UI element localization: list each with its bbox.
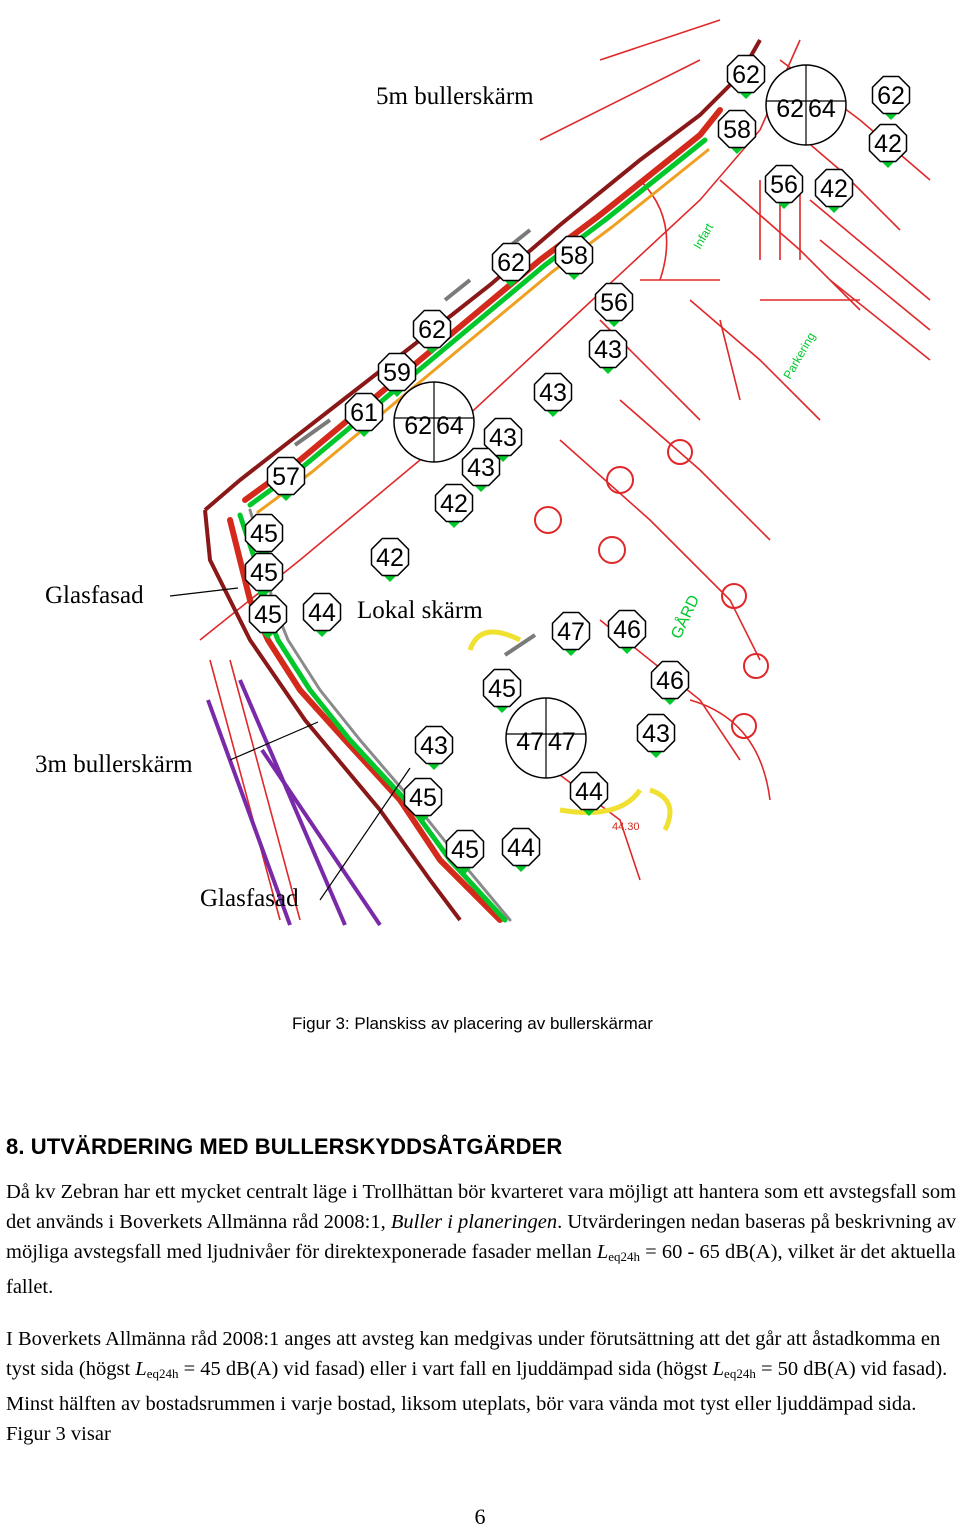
level-marker bbox=[728, 56, 765, 100]
marker-value: 42 bbox=[820, 175, 848, 203]
p2-symbol-l-1: L bbox=[135, 1358, 147, 1380]
marker-value: 43 bbox=[467, 454, 495, 482]
p2-subscript-1: eq24h bbox=[146, 1366, 179, 1381]
split-marker-right-value: 64 bbox=[808, 95, 836, 123]
level-marker bbox=[590, 331, 627, 375]
level-marker bbox=[556, 237, 593, 281]
p1-subscript: eq24h bbox=[608, 1249, 641, 1264]
level-marker bbox=[447, 831, 484, 875]
split-marker-right-value: 64 bbox=[436, 412, 464, 440]
marker-value: 56 bbox=[770, 171, 798, 199]
p2-subscript-2: eq24h bbox=[724, 1366, 756, 1381]
level-marker bbox=[484, 670, 521, 714]
marker-value: 43 bbox=[539, 379, 567, 407]
marker-value: 43 bbox=[642, 720, 670, 748]
figure-caption: Figur 3: Planskiss av placering av bullerskärmar bbox=[292, 1014, 653, 1033]
marker-value: 45 bbox=[488, 675, 516, 703]
marker-value: 42 bbox=[376, 544, 404, 572]
p1-text-c: = 60 - 65 dB(A), vilket är det aktuella fallet. bbox=[6, 1241, 956, 1298]
label-screen-5m: 5m bullerskärm bbox=[376, 83, 534, 110]
marker-value: 62 bbox=[732, 61, 760, 89]
level-marker bbox=[268, 458, 305, 502]
level-marker bbox=[609, 611, 646, 655]
level-marker bbox=[463, 449, 500, 493]
marker-value: 45 bbox=[451, 836, 479, 864]
level-marker bbox=[873, 77, 910, 121]
split-marker-left-value: 47 bbox=[516, 728, 544, 756]
p1-italic-title: Buller i planeringen bbox=[390, 1211, 558, 1233]
trees bbox=[535, 440, 768, 738]
level-marker bbox=[503, 829, 540, 873]
label-local-screen: Lokal skärm bbox=[357, 597, 483, 624]
page-number: 6 bbox=[474, 1504, 486, 1529]
p2-symbol-l-2: L bbox=[712, 1358, 725, 1380]
label-glass-upper: Glasfasad bbox=[45, 582, 144, 609]
marker-value: 42 bbox=[440, 490, 468, 518]
marker-value: 62 bbox=[418, 316, 446, 344]
marker-value: 45 bbox=[409, 784, 437, 812]
note-parkering: Parkering bbox=[780, 330, 819, 382]
level-marker bbox=[719, 111, 756, 155]
marker-value: 44 bbox=[308, 599, 336, 627]
marker-value: 62 bbox=[497, 249, 525, 277]
section-heading: 8. UTVÄRDERING MED BULLERSKYDDSÅTGÄRDER bbox=[6, 1134, 563, 1159]
marker-value: 58 bbox=[723, 116, 751, 144]
level-marker bbox=[372, 539, 409, 583]
marker-value: 57 bbox=[272, 463, 300, 491]
level-marker bbox=[535, 374, 572, 418]
marker-value: 59 bbox=[383, 359, 411, 387]
p1-text-a: Då kv Zebran har ett mycket centralt läge i Trollhättan bör kvarteret vara möjligt att hantera som ett avstegsfall som det används i Boverkets Allmänna råd 2008:1, bbox=[6, 1181, 957, 1233]
split-marker bbox=[394, 382, 474, 462]
marker-value: 56 bbox=[600, 289, 628, 317]
p1-symbol-l: L bbox=[596, 1241, 609, 1263]
marker-value: 46 bbox=[656, 667, 684, 695]
marker-value: 44 bbox=[575, 778, 603, 806]
level-marker bbox=[652, 662, 689, 706]
marker-value: 43 bbox=[489, 424, 517, 452]
marker-value: 43 bbox=[420, 732, 448, 760]
note-gard: GÅRD bbox=[668, 592, 704, 642]
level-marker bbox=[766, 166, 803, 210]
level-marker bbox=[250, 596, 287, 640]
marker-value: 47 bbox=[557, 618, 585, 646]
level-marker bbox=[816, 170, 853, 214]
marker-value: 45 bbox=[250, 520, 278, 548]
marker-value: 45 bbox=[250, 559, 278, 587]
marker-value: 46 bbox=[613, 616, 641, 644]
marker-value: 45 bbox=[254, 601, 282, 629]
paragraph-1 bbox=[6, 1177, 958, 1302]
label-screen-3m: 3m bullerskärm bbox=[35, 751, 193, 778]
p1-text-b: . Utvärderingen nedan baseras på beskrivning av möjliga avstegsfall med ljudnivåer för direktexponerade fasader mellan bbox=[6, 1211, 957, 1263]
split-marker bbox=[766, 65, 846, 145]
site-lines bbox=[200, 20, 930, 920]
note-elevation: 44.30 bbox=[612, 821, 640, 833]
split-marker-right-value: 47 bbox=[548, 728, 576, 756]
marker-value: 44 bbox=[507, 834, 535, 862]
p2-text-a: I Boverkets Allmänna råd 2008:1 anges att avsteg kan medgivas under förutsättning att det går att åstadkomma en tyst sida (högst bbox=[6, 1328, 941, 1380]
split-marker bbox=[506, 698, 586, 778]
split-marker-left-value: 62 bbox=[404, 412, 432, 440]
level-marker bbox=[436, 485, 473, 529]
split-marker-left-value: 62 bbox=[776, 95, 804, 123]
level-marker bbox=[304, 594, 341, 638]
p2-text-c: = 50 dB(A) vid fasad). Minst hälften av bostadsrummen i varje bostad, liksom uteplats, bör vara vända mot tyst eller ljuddämpad sida. Figur 3 visar bbox=[6, 1358, 948, 1445]
marker-value: 43 bbox=[594, 336, 622, 364]
label-glass-lower: Glasfasad bbox=[200, 885, 299, 912]
paragraph-2 bbox=[6, 1324, 958, 1449]
note-infart: Infart bbox=[690, 220, 717, 252]
level-marker bbox=[870, 125, 907, 169]
marker-value: 58 bbox=[560, 242, 588, 270]
level-marker bbox=[346, 394, 383, 438]
marker-value: 42 bbox=[874, 130, 902, 158]
level-marker bbox=[553, 613, 590, 657]
level-marker bbox=[246, 554, 283, 598]
marker-value: 62 bbox=[877, 82, 905, 110]
marker-value: 61 bbox=[350, 399, 378, 427]
p2-text-b: = 45 dB(A) vid fasad) eller i vart fall en ljuddämpad sida (högst bbox=[178, 1358, 713, 1380]
level-marker bbox=[638, 715, 675, 759]
building-outlines bbox=[230, 110, 720, 920]
level-marker bbox=[416, 727, 453, 771]
